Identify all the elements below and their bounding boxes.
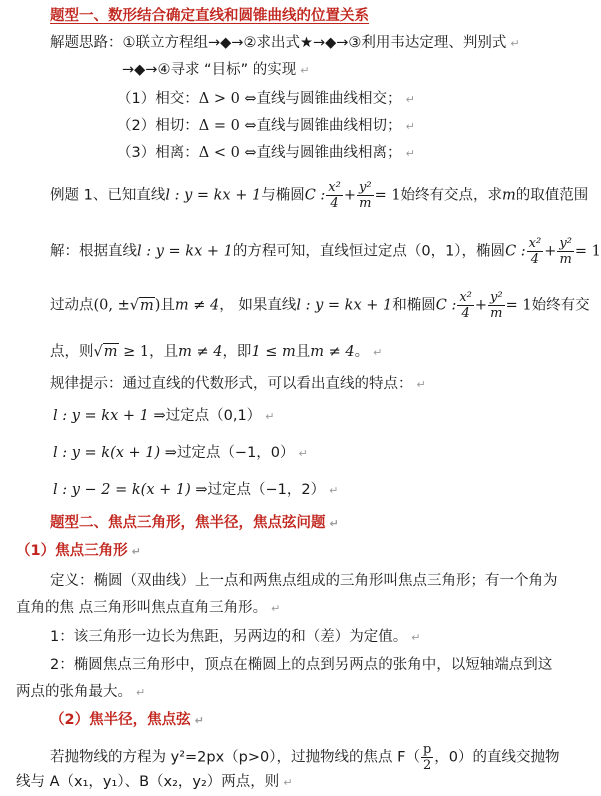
tip-row-2: l : y = k(x + 1) ⇒过定点（−1，0） ↵ (53, 445, 308, 461)
section2-title-text: 题型二、焦点三角形，焦半径，焦点弦问题 (50, 515, 326, 531)
equals: = 1 (374, 187, 401, 204)
solution-text: 且 (160, 297, 175, 314)
arrow-icon: →◆→ (122, 62, 158, 78)
section1-title: 题型一、数形结合确定直线和圆锥曲线的位置关系 (50, 8, 369, 24)
equals: = 1 (574, 243, 601, 260)
section2-title: 题型二、焦点三角形，焦半径，焦点弦问题 ↵ (50, 515, 339, 531)
solution-text: 点，则 (50, 344, 94, 360)
case-label: （3）相离： (117, 145, 199, 161)
case-intersect: （1）相交：Δ > 0 ⇔直线与圆锥曲线相交； ↵ (117, 91, 415, 107)
tip-equation: l : y − 2 = k(x + 1) ⇒ (53, 482, 208, 498)
property-2-line-2: 两点的张角最大。 ↵ (16, 684, 146, 700)
condition: m ≠ 4 (310, 344, 355, 360)
subsection-text: （1）焦点三角形 (16, 543, 128, 559)
fraction: $\frac{p}{2}$ (422, 742, 432, 773)
line-equation: l : y = kx + 1 (296, 297, 393, 314)
fraction: $\frac{\text{x²}}{4}$ (328, 180, 341, 211)
point: ) (154, 297, 161, 314)
approach-line-2: →◆→④寻求 “目标” 的实现 ↵ (122, 62, 310, 78)
tip-equation: l : y = k(x + 1) ⇒ (53, 445, 177, 461)
case-text: 直线与圆锥曲线相离； (256, 145, 402, 161)
tip-text: 过定点（−1，0） (176, 445, 295, 461)
subsection-focal-radius: （2）焦半径，焦点弦 ↵ (50, 712, 204, 728)
approach-step2: ②求出式 (243, 35, 300, 51)
solution-line-1 (50, 236, 601, 267)
approach-line: 解题思路：①联立方程组→◆→②求出式★→◆→③利用韦达定理、判别式 ↵ (50, 35, 520, 51)
case-text: 直线与圆锥曲线相交； (256, 91, 402, 107)
solution-text: 。 (354, 344, 370, 360)
fraction: $\frac{\text{y²}}{m}$ (490, 290, 503, 321)
definition-text: 直角的焦 点三角形叫焦点直角三角形。 (16, 600, 268, 616)
condition: m ≠ 4 (174, 297, 220, 314)
property-text: 两点的张角最大。 (16, 684, 132, 700)
tip-text: 过定点（0,1） (165, 408, 262, 424)
tips-text: 规律提示：通过直线的代数形式，可以看出直线的特点： (50, 376, 413, 392)
example-text: 的取值范围 (515, 187, 589, 204)
property-1: 1：该三角形一边长为焦距，另两边的和（差）为定值。 ↵ (50, 629, 421, 645)
case-tangent: （2）相切：Δ = 0 ⇔直线与圆锥曲线相切； ↵ (117, 118, 415, 134)
definition-line-1: 定义：椭圆（双曲线）上一点和两焦点组成的三角形叫焦点三角形；有一个角为 (50, 573, 558, 589)
curve-label: C : (435, 297, 457, 314)
plus: + (544, 243, 557, 260)
definition-line-2: 直角的焦 点三角形叫焦点直角三角形。 ↵ (16, 600, 281, 616)
fraction: $\frac{\text{x²}}{4}$ (459, 290, 472, 321)
tips-title: 规律提示：通过直线的代数形式，可以看出直线的特点： ↵ (50, 376, 426, 392)
equals: = 1 (505, 297, 532, 314)
case-label: （1）相交： (117, 91, 199, 107)
subsection-focal-triangle: （1）焦点三角形 ↵ (16, 543, 141, 559)
solution-line-2 (50, 290, 590, 321)
sqrt: √m (93, 344, 118, 360)
curve-label: C : (505, 243, 526, 260)
example-text: 始终有交点，求 (400, 187, 503, 204)
line-equation: l : y = kx + 1 (137, 243, 233, 260)
sqrt: √m (129, 297, 154, 314)
solution-text: 始终有交 (531, 297, 590, 314)
subsection-text: （2）焦半径，焦点弦 (50, 712, 191, 728)
property-2-line-1: 2：椭圆焦点三角形中，顶点在椭圆上的点到另两点的张角中，以短轴端点到这 (50, 657, 553, 673)
solution-text: 过动点 (50, 297, 94, 314)
case-expr: Δ = 0 ⇔ (198, 118, 257, 134)
case-expr: Δ < 0 ⇔ (198, 145, 257, 161)
plus: + (343, 187, 356, 204)
variable-m: m (502, 187, 516, 204)
arrow-icon: →◆→ (208, 35, 244, 51)
case-separate: （3）相离：Δ < 0 ⇔直线与圆锥曲线相离； ↵ (117, 145, 415, 161)
fraction: $\frac{\text{y²}}{m}$ (359, 180, 372, 211)
approach-step3: ③利用韦达定理、判别式 (348, 35, 507, 51)
solution-text: ， 如果直线 (219, 297, 297, 314)
line-equation: l : y = kx + 1 (165, 187, 262, 204)
example-prefix: 例题 1、已知直线 (50, 187, 166, 204)
tip-row-3: l : y − 2 = k(x + 1) ⇒过定点（−1，2） ↵ (53, 482, 339, 498)
case-expr: Δ > 0 ⇔ (198, 91, 257, 107)
solution-text: ，即 (222, 344, 252, 360)
tip-row-1: l : y = kx + 1 ⇒过定点（0,1） ↵ (53, 408, 275, 424)
condition: m ≠ 4 (178, 344, 223, 360)
parabola-line-1 (50, 742, 560, 773)
case-label: （2）相切： (117, 118, 199, 134)
fraction: $\frac{\text{x²}}{4}$ (528, 236, 542, 267)
solution-text: 解：根据直线 (50, 243, 137, 260)
star-icon: ★→◆→ (299, 35, 349, 51)
solution-line-3: 点，则√m ≥ 1，且m ≠ 4，即1 ≤ m且m ≠ 4。 ↵ (50, 344, 383, 360)
parabola-text: ，0）的直线交抛物 (434, 749, 560, 766)
condition: 1 ≤ m (251, 344, 296, 360)
property-text: 1：该三角形一边长为焦距，另两边的和（差）为定值。 (50, 629, 408, 645)
example-text: 与椭圆 (261, 187, 305, 204)
solution-text: ≥ 1，且 (118, 344, 179, 360)
solution-text: 和椭圆 (392, 297, 436, 314)
approach-step1: 解题思路：①联立方程组 (50, 35, 208, 51)
fraction: $\frac{\text{y²}}{m}$ (559, 236, 572, 267)
parabola-line-2: 线与 A（x₁，y₁）、B（x₂，y₂）两点，则 ↵ (16, 774, 293, 790)
example-1 (50, 180, 588, 211)
plus: + (474, 297, 488, 314)
tip-text: 过定点（−1，2） (207, 482, 326, 498)
point: (0, ± (93, 297, 130, 314)
case-text: 直线与圆锥曲线相切； (256, 118, 402, 134)
curve-label: C : (304, 187, 326, 204)
parabola-text: 线与 A（x₁，y₁）、B（x₂，y₂）两点，则 (16, 774, 280, 790)
parabola-text: 若抛物线的方程为 y²=2px（p>0），过抛物线的焦点 F（ (50, 749, 420, 766)
approach-step4: ④寻求 “目标” 的实现 (157, 62, 297, 78)
solution-text: 且 (295, 344, 311, 360)
tip-equation: l : y = kx + 1 ⇒ (53, 408, 166, 424)
solution-text: 的方程可知，直线恒过定点（0，1），椭圆 (232, 243, 506, 260)
